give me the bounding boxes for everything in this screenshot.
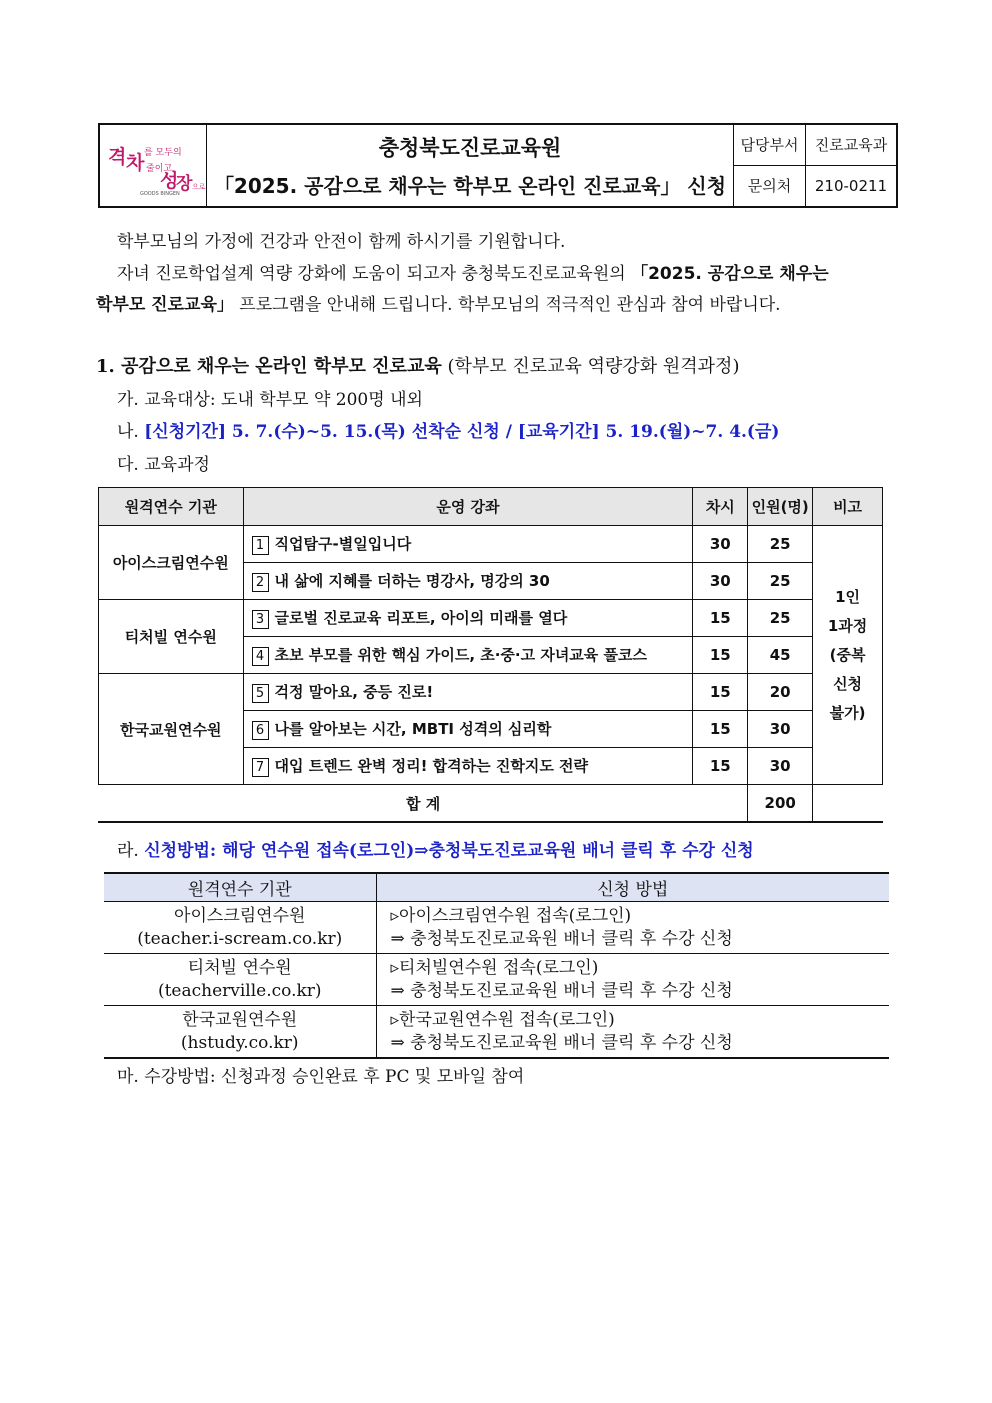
slogan-logo-image: [104, 131, 206, 201]
document-header: [98, 123, 898, 208]
course-number: 2: [252, 573, 269, 592]
table-row: [104, 902, 889, 954]
institution-cell: 한국교원연수원: [99, 674, 244, 785]
note-line: 불가): [829, 703, 866, 722]
item-period-prefix: 나.: [117, 422, 145, 442]
apply-institution-cell: [104, 902, 376, 954]
apply-step1: ▹티처빌연수원 접속(로그인): [390, 957, 599, 978]
document-title: [207, 125, 734, 206]
course-title: 직업탐구-별일입니다: [274, 535, 412, 553]
sessions-cell: 15: [693, 748, 748, 785]
apply-institution-url: (teacherville.co.kr): [157, 980, 322, 1001]
contact-label: 문의처: [734, 166, 806, 207]
course-cell: [243, 748, 693, 785]
col-course: 운영 강좌: [243, 488, 693, 526]
apply-method-cell: [376, 1006, 889, 1059]
svg-text:줄이고: 줄이고: [146, 163, 173, 174]
sessions-cell: 30: [693, 526, 748, 563]
people-cell: 25: [748, 526, 813, 563]
svg-text:GOODS BINGEN: GOODS BINGEN: [140, 190, 180, 197]
section1-heading: [96, 352, 739, 378]
col-apply-method: 신청 방법: [376, 873, 889, 902]
table-row: [99, 600, 883, 637]
sessions-cell: 15: [693, 600, 748, 637]
title-line2: 「2025. 공감으로 채우는 학부모 온라인 진로교육」 신청: [213, 174, 727, 198]
apply-step2: ⇒ 충청북도진로교육원 배너 클릭 후 수강 신청: [390, 980, 733, 1001]
svg-text:격: 격: [108, 145, 127, 168]
course-number: 6: [252, 721, 269, 740]
apply-step2: ⇒ 충청북도진로교육원 배너 클릭 후 수강 신청: [390, 928, 733, 949]
course-title: 대입 트렌드 완벽 정리! 합격하는 진학지도 전략: [274, 757, 589, 775]
apply-institution-url: (hstudy.co.kr): [180, 1032, 299, 1053]
apply-table-header: [104, 873, 889, 902]
svg-text:차: 차: [126, 151, 145, 174]
apply-institution-name: 티처빌 연수원: [187, 957, 292, 978]
table-row: [99, 674, 883, 711]
item-apply-text: 신청방법: 해당 연수원 접속(로그인)⇒충청북도진로교육원 배너 클릭 후 수강 신청: [144, 841, 754, 861]
apply-institution-name: 아이스크림연수원: [174, 905, 306, 926]
apply-step1: ▹아이스크림연수원 접속(로그인): [390, 905, 632, 926]
total-empty: [813, 785, 883, 823]
total-row: [99, 785, 883, 823]
col-people: 인원(명): [748, 488, 813, 526]
section1-subtitle: (학부모 진로교육 역량강화 원격과정): [441, 356, 740, 377]
item-curriculum: 다. 교육과정: [117, 455, 210, 475]
course-number: 5: [252, 684, 269, 703]
contact-value: 210-0211: [814, 176, 888, 195]
slogan-logo: [100, 125, 207, 206]
course-table: [98, 487, 883, 823]
intro-program-name-end: 학부모 진로교육」: [96, 295, 234, 315]
course-cell: [243, 637, 693, 674]
intro-program-name: 「2025. 공감으로 채우는: [631, 264, 829, 284]
note-cell: [813, 526, 883, 785]
dept-value: 진로교육과: [806, 125, 896, 166]
note-line: 1과정: [827, 616, 868, 635]
item-apply-prefix: 라.: [117, 841, 145, 861]
item-target: 가. 교육대상: 도내 학부모 약 200명 내외: [117, 390, 423, 410]
item-period: [117, 417, 779, 442]
sessions-cell: 15: [693, 674, 748, 711]
title-line1: 충청북도진로교육원: [378, 136, 562, 160]
course-cell: [243, 526, 693, 563]
course-title: 글로벌 진로교육 리포트, 아이의 미래를 열다: [274, 609, 568, 627]
sessions-cell: 30: [693, 563, 748, 600]
people-cell: 30: [748, 711, 813, 748]
course-number: 7: [252, 758, 269, 777]
people-cell: 25: [748, 563, 813, 600]
note-line: 신청: [833, 674, 863, 693]
table-row: [104, 1006, 889, 1059]
intro-line2: [117, 259, 829, 284]
sessions-cell: 15: [693, 637, 748, 674]
people-cell: 20: [748, 674, 813, 711]
apply-institution-url: (teacher.i-scream.co.kr): [137, 928, 343, 949]
apply-institution-name: 한국교원연수원: [182, 1009, 298, 1030]
course-cell: [243, 711, 693, 748]
total-label: 합 계: [99, 785, 748, 823]
intro-line2-text: 자녀 진로학업설계 역량 강화에 도움이 되고자 충청북도진로교육원의: [117, 264, 632, 284]
total-value: 200: [748, 785, 813, 823]
note-line: 1인: [835, 587, 861, 606]
sessions-cell: 15: [693, 711, 748, 748]
course-title: 걱정 말아요, 중등 진로!: [274, 683, 434, 701]
col-sessions: 차시: [693, 488, 748, 526]
intro-line3: [96, 290, 781, 315]
institution-cell: 아이스크림연수원: [99, 526, 244, 600]
contact-info: [734, 125, 896, 206]
course-title: 내 삶에 지혜를 더하는 명강사, 명강의 30: [274, 572, 550, 590]
course-number: 4: [252, 647, 269, 666]
course-title: 초보 부모를 위한 핵심 가이드, 초·중·고 자녀교육 풀코스: [274, 646, 647, 664]
item-period-text: [신청기간] 5. 7.(수)~5. 15.(목) 선착순 신청 / [교육기간] 5. 19.(월)~7. 4.(금): [144, 422, 780, 442]
apply-step1: ▹한국교원연수원 접속(로그인): [390, 1009, 615, 1030]
people-cell: 25: [748, 600, 813, 637]
apply-institution-cell: [104, 954, 376, 1006]
apply-method-cell: [376, 954, 889, 1006]
table-row: [104, 954, 889, 1006]
apply-step2: ⇒ 충청북도진로교육원 배너 클릭 후 수강 신청: [390, 1032, 733, 1053]
col-note: 비고: [813, 488, 883, 526]
course-number: 1: [252, 536, 269, 555]
item-apply-method: [117, 836, 754, 861]
note-line: (중복: [829, 645, 866, 664]
institution-cell: 티처빌 연수원: [99, 600, 244, 674]
col-institution: 원격연수 기관: [99, 488, 244, 526]
intro-line1: 학부모님의 가정에 건강과 안전이 함께 하시기를 기원합니다.: [117, 232, 566, 252]
course-cell: [243, 563, 693, 600]
course-number: 3: [252, 610, 269, 629]
svg-text:를 모두의: 를 모두의: [144, 147, 182, 158]
intro-line3-text: 프로그램을 안내해 드립니다. 학부모님의 적극적인 관심과 참여 바랍니다.: [233, 295, 781, 315]
course-cell: [243, 674, 693, 711]
section1-title: 1. 공감으로 채우는 온라인 학부모 진로교육: [96, 356, 442, 377]
apply-method-cell: [376, 902, 889, 954]
people-cell: 45: [748, 637, 813, 674]
svg-text:으로: 으로: [192, 182, 206, 191]
dept-label: 담당부서: [734, 125, 806, 166]
course-table-header: [99, 488, 883, 526]
people-cell: 30: [748, 748, 813, 785]
item-attend-method: 마. 수강방법: 신청과정 승인완료 후 PC 및 모바일 참여: [117, 1067, 525, 1087]
svg-text:장: 장: [176, 173, 193, 194]
apply-institution-cell: [104, 1006, 376, 1059]
course-title: 나를 알아보는 시간, MBTI 성격의 심리학: [274, 720, 552, 738]
course-cell: [243, 600, 693, 637]
col-apply-institution: 원격연수 기관: [104, 873, 376, 902]
table-row: [99, 526, 883, 563]
svg-text:성: 성: [160, 169, 179, 192]
apply-table: [104, 872, 889, 1059]
